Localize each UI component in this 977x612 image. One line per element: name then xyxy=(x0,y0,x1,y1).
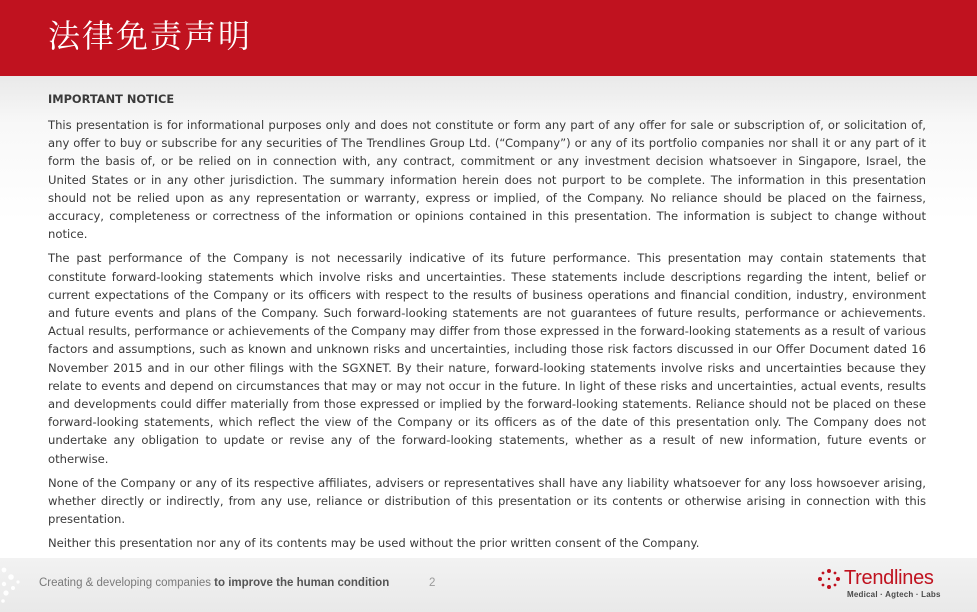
tagline-bold: to improve the human condition xyxy=(214,577,390,589)
footer-dots-decoration-icon xyxy=(0,560,26,610)
notice-paragraph-4: Neither this presentation nor any of its contents may be used without the prior written consent of the Company. xyxy=(48,536,700,551)
notice-paragraph-3: None of the Company or any of its respective affiliates, advisers or representatives shall have any liability whatsoever for any loss howsoever arising, whether directly or indirectly, from any use, reliance or distribution of this presentation or its contents or otherwise arising in connection with this presentation. xyxy=(48,475,926,527)
footer-tagline xyxy=(39,577,389,589)
trendlines-logo xyxy=(817,566,943,602)
brand-subtitle: Medical · Agtech · Labs xyxy=(847,590,941,599)
notice-content xyxy=(48,91,926,559)
notice-heading: IMPORTANT NOTICE xyxy=(48,92,175,106)
trendlines-logo-icon xyxy=(817,568,841,590)
page-number: 2 xyxy=(429,577,436,589)
tagline-regular: Creating & developing companies xyxy=(39,577,215,589)
notice-paragraph-1: This presentation is for informational purposes only and does not constitute or form any part of any offer for sale or subscription of, or solicitation of, any offer to buy or subscribe for any securities of The Trendlines Group Ltd. (“Company”) or any of its portfolio companies nor shall it or any part of it form the basis of, or be relied on in connection with, any contract, commitment or any investment decision whatsoever in Singapore, Israel, the United States or in any other jurisdiction. The summary information herein does not purport to be complete. The information in this presentation should not be relied upon as any representation or warranty, express or implied, of the Company. No reliance should be placed on the fairness, accuracy, completeness or correctness of the information or opinions contained in this presentation. The information is subject to change without notice. xyxy=(48,118,926,242)
title-bar xyxy=(0,0,977,76)
notice-paragraph-2: The past performance of the Company is not necessarily indicative of its future performance. This presentation may contain statements that constitute forward-looking statements which involve risks and uncertainties. These statements include descriptions regarding the intent, belief or current expectations of the Company or its officers with respect to the results of business operations and financial condition, industry, environment and future events and plans of the Company. Such forward-looking statements are not guarantees of future results, performance or achievements. Actual results, performance or achievements of the Company may differ from those expressed in the forward-looking statements as a result of various factors and assumptions, such as known and unknown risks and uncertainties, including those risk factors discussed in our Offer Document dated 16 November 2015 and in our other filings with the SGXNET. By their nature, forward-looking statements involve risks and uncertainties because they relate to events and depend on circumstances that may or may not occur in the future. In light of these risks and uncertainties, actual events, results and developments could differ materially from those expressed or implied by the forward-looking statements. Reliance should not be placed on these forward-looking statements, which reflect the view of the Company or its officers as of the date of this presentation only. The Company does not undertake any obligation to update or revise any of the forward-looking statements, whether as a result of new information, future events or otherwise. xyxy=(48,251,926,466)
brand-name: Trendlines xyxy=(844,567,934,589)
slide-title: 法律免责声明 xyxy=(48,17,253,55)
